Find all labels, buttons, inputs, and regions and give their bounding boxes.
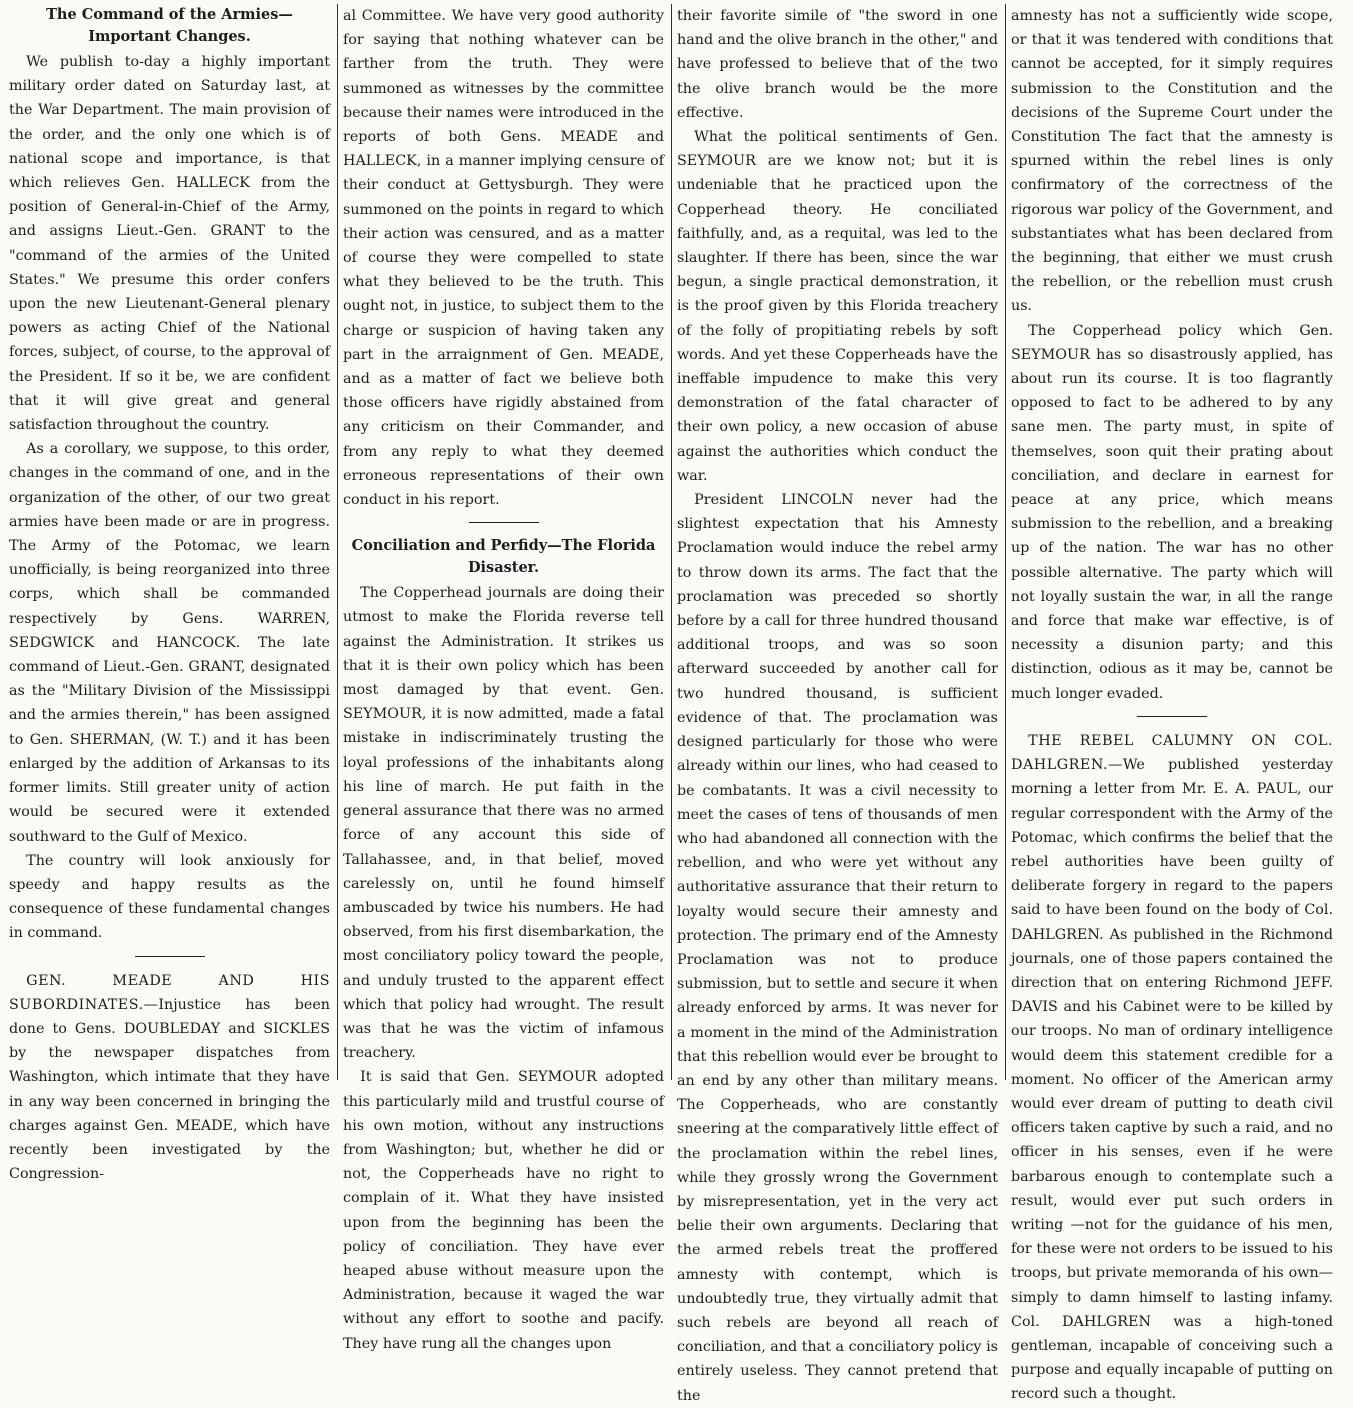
article-paragraph — [1011, 729, 1333, 1407]
column-1 — [4, 4, 338, 1183]
column-3 — [672, 4, 1006, 1404]
article-paragraph: The Copperhead journals are doing their utmost to make the Florida reverse tell against the Administration. It strikes us that it is their own policy which has been most damaged by that event. Gen. SEYMOUR, it is now admitted, made a fatal mistake in indiscriminately trusting the loyal professions of the inhabitants along his line of march. He put faith in the general assurance that there was no armed force of any account this side of Tallahassee, and, in that belief, moved carelessly on, until he found himself ambuscaded by twice his numbers. He had observed, from his first disembarkation, the most conciliatory policy toward the people, and unduly trusted to the apparent effect which that policy had wrought. The result was that he was the victim of infamous treachery. — [343, 585, 664, 1062]
section-divider — [469, 522, 539, 523]
item-lead-heading: GEN. MEADE AND HIS SUBORDINATES.— — [9, 972, 330, 1013]
article-continuation: their favorite simile of "the sword in one hand and the olive branch in the other," and have professed to believe that of the two the olive branch would be the more effective. — [677, 8, 998, 121]
article-continuation: amnesty has not a sufficiently wide scope, or that it was tendered with conditions that cannot be accepted, for it simply requires submission to the Constitution and the decisions of the Supreme Court under the Constitution The fact that the amnesty is spurned within the rebel lines is only confirmatory of the correctness of the rigorous war policy of the Government, and substantiates what has been declared from the beginning, that either we must crush the rebellion, or the rebellion must crush us. — [1011, 8, 1333, 315]
item-body-text: Injustice has been done to Gens. DOUBLEDAY and SICKLES by the newspaper dispatches from Washington, which intimate that they have in any way been concerned in bringing the charges against Gen. MEADE, which have recently been investigated by the Congression- — [9, 996, 330, 1183]
column-4 — [1006, 4, 1340, 1403]
article-paragraph: The Copperhead policy which Gen. SEYMOUR has so disastrously applied, has about run its course. It is too flagrantly opposed to fact to be adhered to by any sane men. The party must, in spite of themselves, soon quit their prating about conciliation, and declare in earnest for peace at any price, which means submission to the rebellion, and a breaking up of the nation. The war has no other possible alternative. The party which will not loyally sustain the war, in all the range and force that make war effective, is of necessity a disunion party; and this distinction, odious as it may be, cannot be much longer evaded. — [1011, 322, 1333, 702]
article-paragraph: We publish to-day a highly important military order dated on Saturday last, at the War Department. The main provision of the order, and the only one which is of national scope and importance, is that which relieves Gen. HALLECK from the position of General-in-Chief of the Army, and assigns Lieut.-Gen. GRANT to the "command of the armies of the United States." We presume this order confers upon the new Lieutenant-General plenary powers as acting Chief of the National forces, subject, of course, to the approval of the President. If so it be, we are confident that it will give great and general satisfaction throughout the country. — [9, 54, 330, 434]
column-2 — [338, 4, 672, 1352]
article-paragraph: As a corollary, we suppose, to this order, changes in the command of one, and in the organization of the other, of our two great armies have been made or are in progress. The Army of the Potomac, we learn unofficially, is being reorganized into three corps, which shall be commanded respectively by Gens. WARREN, SEDGWICK and HANCOCK. The late command of Lieut.-Gen. GRANT, designated as the "Military Division of the Mississippi and the armies therein," has been assigned to Gen. SHERMAN, (W. T.) and it has been enlarged by the addition of Arkansas to its former limits. Still greater unity of action would be secured were it extended southward to the Gulf of Mexico. — [9, 441, 330, 845]
article-paragraph — [9, 969, 330, 1187]
article-paragraph: What the political sentiments of Gen. SEYMOUR are we know not; but it is undeniable that he practiced upon the Copperhead theory. He conciliated faithfully, and, as a requital, was led to the slaughter. If there has been, since the war begun, a single practical demonstration, it is the proof given by this Florida treachery of the folly of propitiating rebels by soft words. And yet these Copperheads have the ineffable impudence to make this very demonstration of the fatal character of their own policy, a new occasion of abuse against the authorities which conduct the war. — [677, 129, 998, 484]
article-paragraph: It is said that Gen. SEYMOUR adopted this particularly mild and trustful course of his own motion, without any instructions from Washington; but, whether he did or not, the Copperheads have no right to complain of it. What they have insisted upon from the beginning has been the policy of conciliation. They have ever heaped abuse without measure upon the Administration, because it waged the war without any effort to soothe and pacify. They have rung all the changes upon — [343, 1069, 664, 1352]
item-body-text: We published yesterday morning a letter from Mr. E. A. PAUL, our regular correspondent with the Army of the Potomac, which confirms the belief that the rebel authorities have been guilty of deliberate forgery in regard to the papers said to have been found on the body of Col. DAHLGREN. As published in the Richmond journals, one of those papers contained the direction that on entering Richmond JEFF. DAVIS and his Cabinet were to be killed by our troops. No man of ordinary intelligence would deem this statement credible for a moment. No officer of the American army would ever dream of putting to death civil officers taken captive by such a raid, and no officer in his senses, even if he were barbarous enough to contemplate such a result, would ever put such orders in writing —not for the guidance of his men, for these were not orders to be issued to his troops, but private memoranda of his own—simply to damn himself to lasting infamy. Col. DAHLGREN was a high-toned gentleman, incapable of conceiving such a purpose and equally incapable of putting on record such a thought. — [1011, 757, 1333, 1403]
article-continuation: al Committee. We have very good authority for saying that nothing whatever can be farther from the truth. They were summoned as witnesses by the committee because their names were introduced in the reports of both Gens. MEADE and HALLECK, in a manner implying censure of their conduct at Gettysburgh. They were summoned on the points in regard to which their action was censured, and as a matter of course they were compelled to state what they believed to be the truth. This ought not, in justice, to subject them to the charge or suspicion of having taken any part in the arraignment of Gen. MEADE, and as a matter of fact we believe both those officers have rigidly abstained from any criticism on their Commander, and from any reply to what they deemed erroneous representations of their own conduct in his report. — [343, 8, 664, 509]
article-paragraph: The country will look anxiously for speedy and happy results as the consequence of these fundamental changes in command. — [9, 852, 330, 942]
article-headline: The Command of the Armies—Important Changes. — [46, 6, 293, 45]
item-lead-heading: THE REBEL CALUMNY ON COL. DAHLGREN.— — [1011, 732, 1333, 774]
article-paragraph: President LINCOLN never had the slightest expectation that his Amnesty Proclamation would induce the rebel army to throw down its arms. The fact that the proclamation was preceded so shortly before by a call for three hundred thousand additional troops, and was so soon afterward succeeded by another call for two hundred thousand, is sufficient evidence of that. The proclamation was designed particularly for those who were already within our lines, who had ceased to be combatants. It was a civil necessity to meet the cases of tens of thousands of men who had abandoned all connection with the rebellion, and who were yet without any authoritative assurance that their return to loyalty would secure their amnesty and protection. The primary end of the Amnesty Proclamation was not to produce submission, but to settle and secure it when already enforced by arms. It was never for a moment in the mind of the Administration that this rebellion would ever be brought to an end by any other than military means. The Copperheads, who are constantly sneering at the comparatively little effect of the proclamation within the rebel lines, while they grossly wrong the Government by misrepresentation, yet in the very act belie their own arguments. Declaring that the armed rebels treat the proffered amnesty with contempt, which is undoubtedly true, they virtually admit that such rebels are beyond all reach of conciliation, and that a conciliatory policy is entirely useless. They cannot pretend that the — [677, 492, 998, 1404]
section-divider — [135, 956, 205, 957]
section-divider — [1137, 716, 1207, 717]
article-headline: Conciliation and Perfidy—The Florida Disaster. — [351, 537, 656, 577]
